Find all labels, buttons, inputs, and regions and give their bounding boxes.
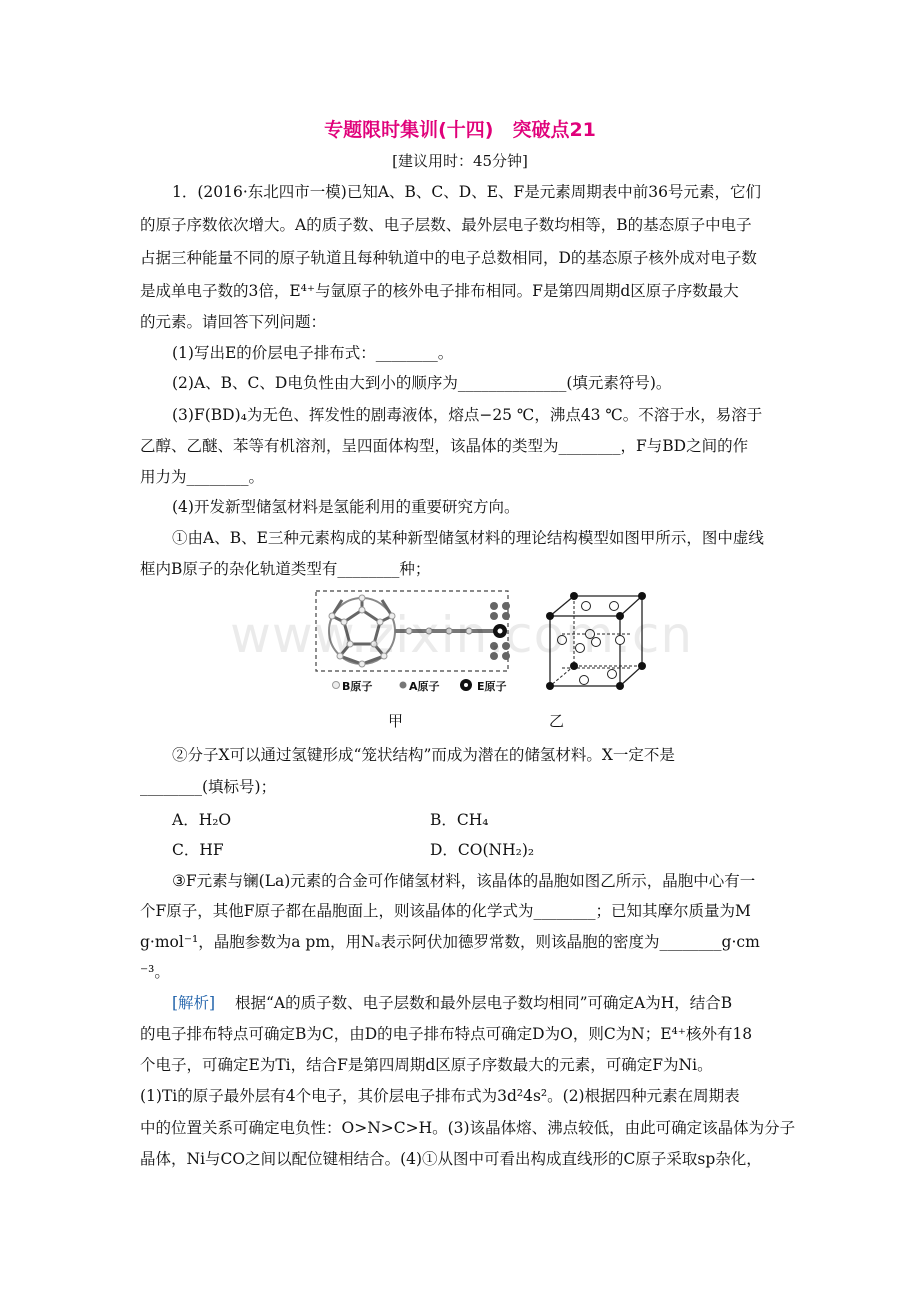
q1-part3-line: 乙醇、乙醚、苯等有机溶剂，呈四面体构型，该晶体的类型为________，F与BD之间的作 <box>140 437 749 455</box>
q1-part4-2-line: ________(填标号)； <box>140 778 277 796</box>
q1-stem-line: 的元素。请回答下列问题： <box>140 313 327 331</box>
q1-stem-line: 是成单电子数的3倍，E⁴⁺与氩原子的核外电子排布相同。F是第四周期d区原子序数最大 <box>140 282 739 300</box>
q1-part4-3-line: ⁻³。 <box>140 963 170 981</box>
q1-part4-3-line: g·mol⁻¹，晶胞参数为a pm，用Nₐ表示阿伏加德罗常数，则该晶胞的密度为________g·cm <box>140 933 760 951</box>
analysis-line: 的电子排布特点可确定B为C，由D的电子排布特点可确定D为O，则C为N；E⁴⁺核外有18 <box>140 1025 753 1043</box>
q1-part3-line: (3)F(BD)₄为无色、挥发性的剧毒液体，熔点−25 ℃，沸点43 ℃。不溶于水，易溶于 <box>172 406 763 424</box>
watermark: www.zixin.com.cn <box>230 606 694 664</box>
time-hint: [建议用时：45分钟] <box>392 152 528 170</box>
q1-part4-3-line: ③F元素与镧(La)元素的合金可作储氢材料，该晶体的晶胞如图乙所示，晶胞中心有一 <box>172 872 756 890</box>
analysis-line: 中的位置关系可确定电负性：O>N>C>H。(3)该晶体熔、沸点较低，由此可确定该晶体为分子 <box>140 1119 796 1137</box>
figure-label-jia: 甲 <box>388 712 404 730</box>
option-b: B．CH₄ <box>430 811 489 829</box>
option-a: A．H₂O <box>172 811 232 829</box>
q1-part4: (4)开发新型储氢材料是氢能利用的重要研究方向。 <box>172 498 520 516</box>
q1-part1: (1)写出E的价层电子排布式：________。 <box>172 344 454 362</box>
page-title: 专题限时集训(十四) 突破点21 <box>324 119 596 141</box>
q1-stem-line: 的原子序数依次增大。A的质子数、电子层数、最外层电子数均相等，B的基态原子中电子 <box>140 216 752 234</box>
q1-part3-line: 用力为________。 <box>140 468 265 486</box>
legend-b-atom: B原子 <box>342 680 373 693</box>
q1-stem-line: 1．(2016·东北四市一模)已知A、B、C、D、E、F是元素周期表中前36号元素，它们 <box>172 183 761 201</box>
q1-part4-2-line: ②分子X可以通过氢键形成“笼状结构”而成为潜在的储氢材料。X一定不是 <box>172 746 675 764</box>
analysis-line: (1)Ti的原子最外层有4个电子，其价层电子排布式为3d²4s²。(2)根据四种元素在周期表 <box>140 1087 740 1105</box>
q1-part4-1-line: 框内B原子的杂化轨道类型有________种； <box>140 560 431 578</box>
legend-e-atom: E原子 <box>477 680 507 693</box>
figure-label-yi: 乙 <box>549 712 565 730</box>
q1-part2: (2)A、B、C、D电负性由大到小的顺序为______________(填元素符号)。 <box>172 374 672 392</box>
analysis-tag: [解析] <box>172 994 216 1012</box>
analysis-line: 个电子，可确定E为Ti，结合F是第四周期d区原子序数最大的元素，可确定F为Ni。 <box>140 1056 713 1074</box>
legend-a-atom: A原子 <box>409 680 440 693</box>
analysis-line: 晶体，Ni与CO之间以配位键相结合。(4)①从图中可看出构成直线形的C原子采取sp杂化， <box>140 1150 762 1168</box>
option-d: D．CO(NH₂)₂ <box>430 841 535 859</box>
q1-part4-1-line: ①由A、B、E三种元素构成的某种新型储氢材料的理论结构模型如图甲所示，图中虚线 <box>172 529 764 547</box>
q1-stem-line: 占据三种能量不同的原子轨道且每种轨道中的电子总数相同，D的基态原子核外成对电子数 <box>140 249 757 267</box>
option-c: C．HF <box>172 841 224 859</box>
q1-part4-3-line: 个F原子，其他F原子都在晶胞面上，则该晶体的化学式为________；已知其摩尔质量为M <box>140 902 751 920</box>
analysis-line: 根据“A的质子数、电子层数和最外层电子数均相同”可确定A为H，结合B <box>235 994 733 1012</box>
